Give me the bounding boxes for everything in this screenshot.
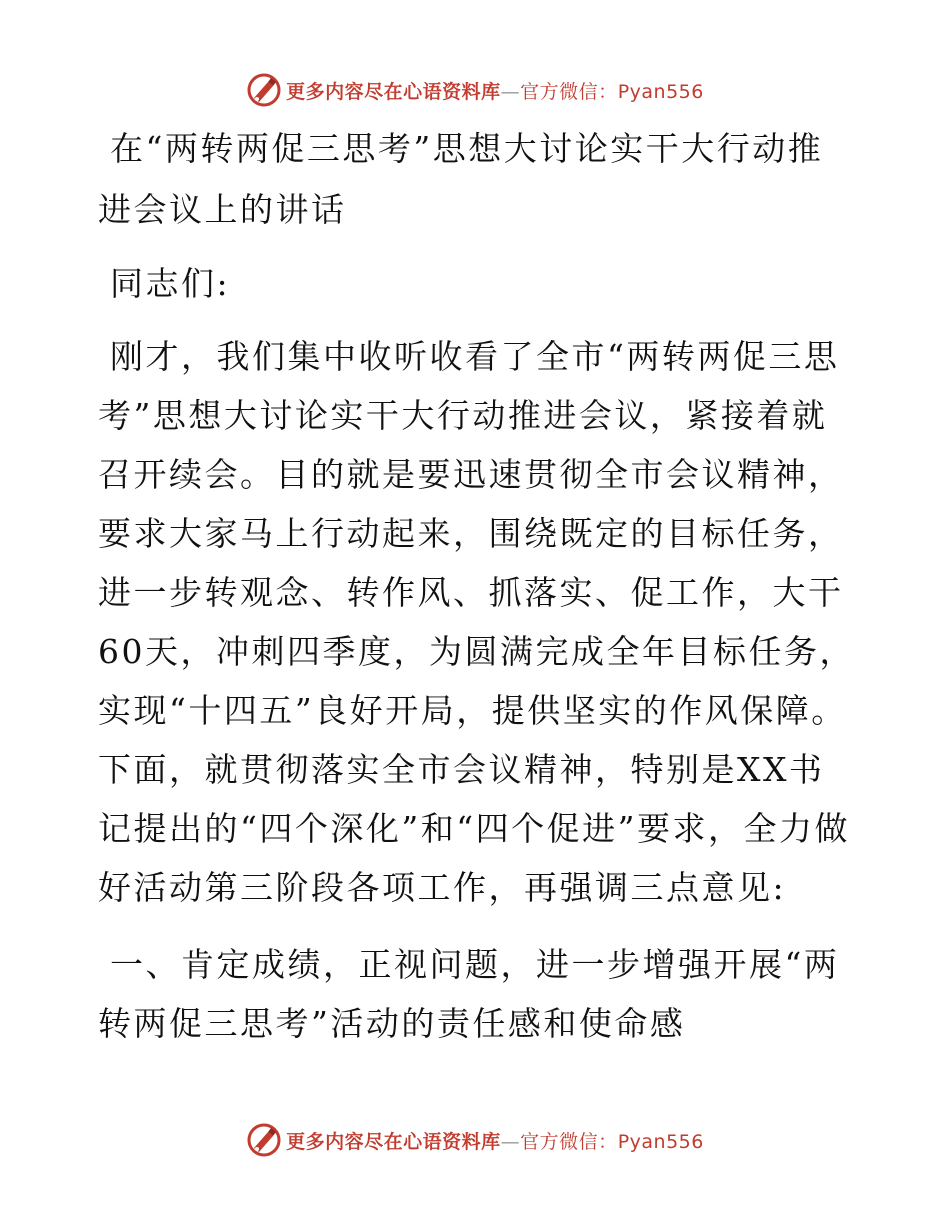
header-watermark	[0, 70, 950, 110]
watermark-main-text: 更多内容尽在心语资料库	[286, 80, 501, 103]
footer-watermark	[0, 1120, 950, 1160]
watermark-label: 官方微信：	[520, 80, 618, 103]
document-title: 在“两转两促三思考”思想大讨论实干大行动推进会议上的讲话	[98, 129, 824, 229]
watermark-label: 官方微信：	[520, 1130, 618, 1153]
watermark-dash: —	[500, 80, 521, 103]
document-body	[98, 118, 858, 1053]
watermark-wechat-id: Pyan556	[617, 1130, 704, 1153]
watermark-text	[286, 1127, 704, 1154]
greeting: 同志们:	[110, 264, 231, 303]
watermark-dash: —	[500, 1130, 521, 1153]
section-heading-1: 一、肯定成绩，正视问题，进一步增强开展“两转两促三思考”活动的责任感和使命感	[98, 945, 840, 1043]
watermark-text	[286, 77, 704, 104]
pen-logo-icon	[246, 72, 282, 108]
watermark-wechat-id: Pyan556	[617, 80, 704, 103]
watermark-main-text: 更多内容尽在心语资料库	[286, 1130, 501, 1153]
paragraph-intro: 刚才，我们集中收听收看了全市“两转两促三思考”思想大讨论实干大行动推进会议，紧接着就召开续会。目的就是要迅速贯彻全市会议精神，要求大家马上行动起来，围绕既定的目标任务，进一步转观念、转作风、抓落实、促工作，大干60天，冲刺四季度，为圆满完成全年目标任务，实现“十四五”良好开局，提供坚实的作风保障。下面，就贯彻落实全市会议精神，特别是XX书记提出的“四个深化”和“四个促进”要求，全力做好活动第三阶段各项工作，再强调三点意见:	[98, 337, 855, 907]
pen-logo-icon	[246, 1122, 282, 1158]
